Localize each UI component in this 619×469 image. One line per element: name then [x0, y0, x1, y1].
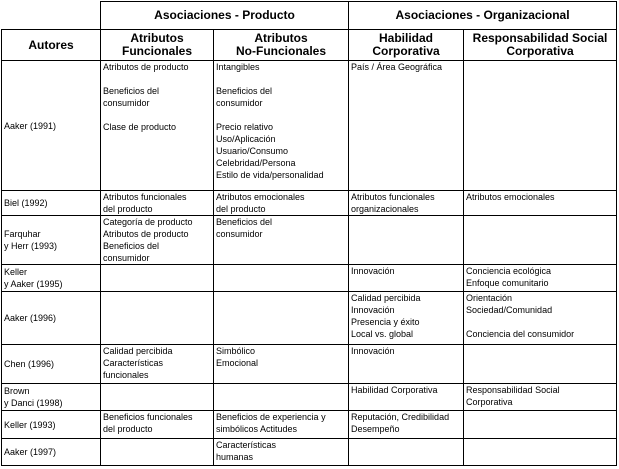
column-header-nonfunctional: Atributos No-Funcionales	[214, 30, 349, 61]
csr-cell	[464, 216, 617, 265]
column-header-corporate-ability: Habilidad Corporativa	[349, 30, 464, 61]
corporate-ability-cell: Habilidad Corporativa	[349, 384, 464, 411]
functional-attributes-cell	[101, 265, 214, 292]
functional-attributes-cell: Atributos funcionales del producto	[101, 191, 214, 216]
functional-attributes-cell	[101, 439, 214, 466]
nonfunctional-attributes-cell	[214, 292, 349, 345]
corporate-ability-cell: Reputación, Credibilidad Desempeño	[349, 411, 464, 439]
author-cell: Brown y Danci (1998)	[2, 384, 101, 411]
group-header-organizational: Asociaciones - Organizacional	[349, 2, 617, 30]
column-header-csr: Responsabilidad Social Corporativa	[464, 30, 617, 61]
csr-cell: Responsabilidad Social Corporativa	[464, 384, 617, 411]
nonfunctional-attributes-cell: Intangibles Beneficios del consumidor Precio relativo Uso/Aplicación Usuario/Consumo Celebridad/Persona Estilo de vida/personalidad	[214, 61, 349, 191]
brand-associations-table	[1, 1, 617, 466]
corporate-ability-cell: Innovación	[349, 265, 464, 292]
table-row	[2, 265, 617, 292]
table-row	[2, 61, 617, 191]
csr-cell	[464, 411, 617, 439]
author-cell: Chen (1996)	[2, 345, 101, 384]
functional-attributes-cell: Beneficios funcionales del producto	[101, 411, 214, 439]
nonfunctional-attributes-cell	[214, 384, 349, 411]
column-header-functional: Atributos Funcionales	[101, 30, 214, 61]
author-cell: Keller (1993)	[2, 411, 101, 439]
column-header-row	[2, 30, 617, 61]
nonfunctional-attributes-cell: Beneficios del consumidor	[214, 216, 349, 265]
csr-cell: Orientación Sociedad/Comunidad Conciencia del consumidor	[464, 292, 617, 345]
table-row	[2, 292, 617, 345]
corporate-ability-cell: País / Área Geográfica	[349, 61, 464, 191]
nonfunctional-attributes-cell: Simbólico Emocional	[214, 345, 349, 384]
corporate-ability-cell: Atributos funcionales organizacionales	[349, 191, 464, 216]
empty-corner-cell	[2, 2, 101, 30]
nonfunctional-attributes-cell: Características humanas	[214, 439, 349, 466]
functional-attributes-cell	[101, 292, 214, 345]
table-row	[2, 439, 617, 466]
csr-cell	[464, 61, 617, 191]
csr-cell: Atributos emocionales	[464, 191, 617, 216]
author-cell: Aaker (1997)	[2, 439, 101, 466]
functional-attributes-cell: Categoría de producto Atributos de producto Beneficios del consumidor	[101, 216, 214, 265]
table-row	[2, 345, 617, 384]
table-row	[2, 411, 617, 439]
table-row	[2, 216, 617, 265]
author-cell: Farquhar y Herr (1993)	[2, 216, 101, 265]
functional-attributes-cell: Calidad percibida Características funcionales	[101, 345, 214, 384]
table-row	[2, 191, 617, 216]
functional-attributes-cell: Atributos de producto Beneficios del consumidor Clase de producto	[101, 61, 214, 191]
corporate-ability-cell	[349, 216, 464, 265]
corporate-ability-cell: Calidad percibida Innovación Presencia y éxito Local vs. global	[349, 292, 464, 345]
csr-cell	[464, 439, 617, 466]
nonfunctional-attributes-cell	[214, 265, 349, 292]
column-header-authors: Autores	[2, 30, 101, 61]
functional-attributes-cell	[101, 384, 214, 411]
table-row	[2, 384, 617, 411]
nonfunctional-attributes-cell: Atributos emocionales del producto	[214, 191, 349, 216]
author-cell: Biel (1992)	[2, 191, 101, 216]
nonfunctional-attributes-cell: Beneficios de experiencia y simbólicos Actitudes	[214, 411, 349, 439]
group-header-product: Asociaciones - Producto	[101, 2, 349, 30]
author-cell: Aaker (1991)	[2, 61, 101, 191]
csr-cell: Conciencia ecológica Enfoque comunitario	[464, 265, 617, 292]
corporate-ability-cell: Innovación	[349, 345, 464, 384]
group-header-row	[2, 2, 617, 30]
author-cell: Aaker (1996)	[2, 292, 101, 345]
author-cell: Keller y Aaker (1995)	[2, 265, 101, 292]
corporate-ability-cell	[349, 439, 464, 466]
csr-cell	[464, 345, 617, 384]
